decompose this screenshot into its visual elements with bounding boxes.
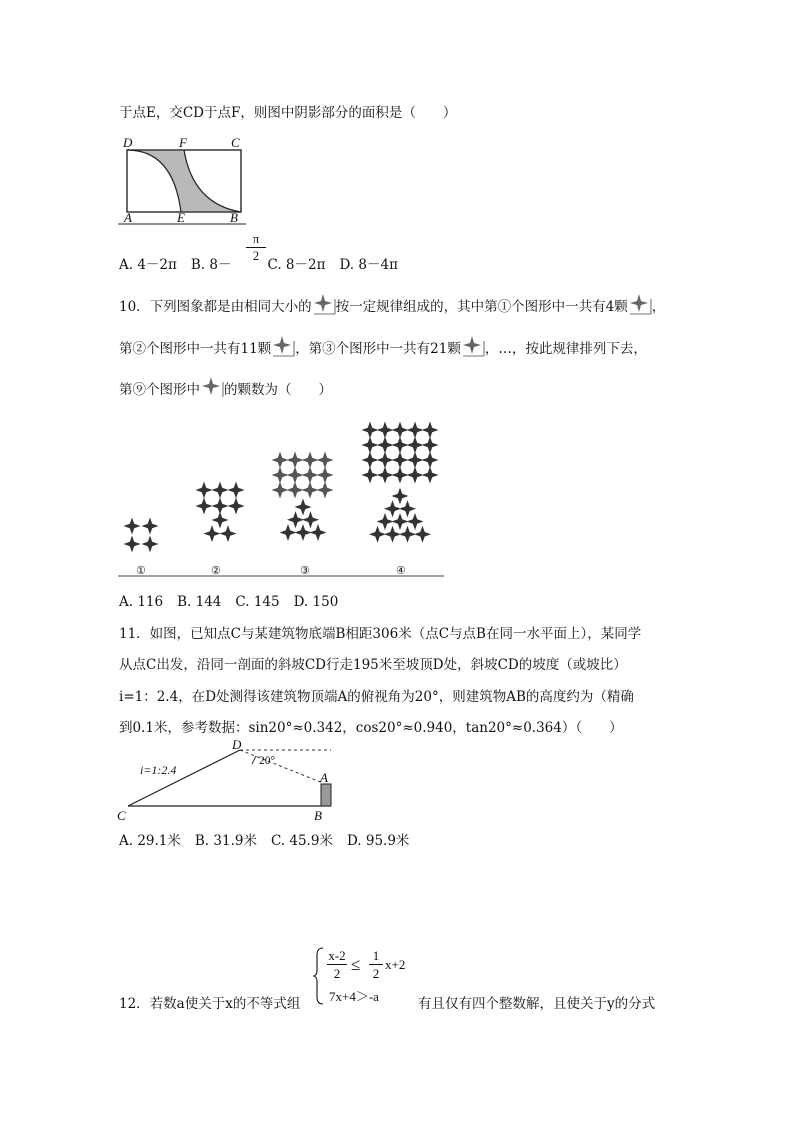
q11-line2: 从点C出发，沿同一剖面的斜坡CD行走195米至坡顶D处，斜坡CD的坡度（或坡比） (119, 657, 627, 673)
q12-inequality-brace (313, 947, 325, 1005)
pattern-star-icon (399, 526, 416, 543)
pattern-star-icon (422, 452, 439, 469)
pattern-star-icon (377, 452, 394, 469)
q9-label-f: F (179, 135, 187, 150)
q11-slope-label: i=1:2.4 (140, 763, 177, 777)
q9-option-b-fraction (246, 232, 266, 264)
q10-line3 (119, 376, 332, 399)
q10-line2-a: 第②个图形中一共有11颗 (119, 341, 272, 357)
pattern-star-icon (317, 467, 334, 484)
star-icon (200, 376, 224, 398)
pattern-star-icon (124, 536, 141, 553)
pattern-star-icon (220, 525, 237, 542)
q12-ineq1-rhs-denominator: 2 (372, 966, 380, 981)
pattern-star-icon (362, 422, 379, 439)
pattern-star-icon (392, 452, 409, 469)
q9-text: 于点E，交CD于点F，则图中阴影部分的面积是（ ） (119, 105, 457, 121)
pattern-star-icon (272, 482, 289, 499)
q10-option-c: C. 145 (235, 594, 280, 610)
q11-figure (112, 737, 352, 826)
q10-line1-b: 按一定规律组成的，其中第①个图形中一共有4颗 (335, 299, 628, 315)
q12-suffix: 有且仅有四个整数解，且使关于y的分式 (418, 996, 656, 1012)
pattern-star-icon (287, 511, 304, 528)
pattern-star-icon (407, 422, 424, 439)
pattern-star-icon (384, 526, 401, 543)
pattern-star-icon (287, 467, 304, 484)
q10-label-4: ④ (396, 565, 406, 577)
pattern-star-icon (392, 467, 409, 484)
q12-ineq1-rhs-frac (369, 948, 383, 982)
pattern-star-icon (196, 498, 213, 515)
q10-line3-a: 第⑨个图形中 (119, 382, 200, 398)
q9-label-d: D (123, 135, 133, 150)
q12-ineq1-relation: ≤ (351, 955, 361, 974)
star-icon (461, 335, 485, 357)
pattern-star-icon (272, 467, 289, 484)
q9-option-b-denominator: 2 (252, 249, 260, 263)
pattern-star-icon (362, 467, 379, 484)
pattern-star-icon (272, 452, 289, 469)
pattern-star-icon (302, 511, 319, 528)
pattern-star-icon (317, 452, 334, 469)
pattern-star-icon (310, 524, 327, 541)
q10-option-b: B. 144 (177, 594, 222, 610)
q10-options (119, 593, 352, 611)
q11-label-b: B (314, 808, 322, 823)
pattern-star-icon (422, 422, 439, 439)
q11-label-d: D (232, 737, 242, 752)
q9-label-a: A (124, 210, 132, 225)
q11-building-ab (321, 784, 331, 806)
q10-label-1: ① (136, 565, 146, 577)
pattern-star-icon (295, 524, 312, 541)
pattern-star-icon (302, 482, 319, 499)
q9-option-b-numerator: π (252, 232, 260, 246)
pattern-star-icon (212, 512, 229, 529)
pattern-star-icon (422, 467, 439, 484)
pattern-star-icon (280, 524, 297, 541)
q9-option-a: A. 4－2π (119, 257, 177, 273)
q9-option-b-prefix: B. 8－ (190, 257, 232, 273)
q12-ineq1-rhs-numerator: 1 (372, 948, 380, 963)
star-icon (271, 335, 295, 357)
q10-option-a: A. 116 (119, 594, 164, 610)
q10-pattern-figure (118, 412, 446, 578)
star-icon (312, 293, 336, 315)
pattern-star-icon (392, 513, 409, 530)
pattern-star-icon (407, 437, 424, 454)
pattern-star-icon (422, 437, 439, 454)
pattern-star-icon (287, 452, 304, 469)
pattern-star-icon (377, 513, 394, 530)
q12-ineq2: 7x+4＞-a (329, 989, 379, 1004)
pattern-star-icon (399, 500, 416, 517)
pattern-star-icon (407, 467, 424, 484)
q12-ineq1-rhs-tail: x+2 (385, 957, 406, 972)
pattern-star-icon (302, 467, 319, 484)
q11-line4: 到0.1米，参考数据：sin20°≈0.342，cos20°≈0.940，tan20°≈0.364）（ ） (119, 720, 623, 736)
pattern-star-icon (212, 482, 229, 499)
q11-line3: i=1：2.4，在D处测得该建筑物顶端A的俯视角为20°，则建筑物AB的高度约为（精确 (119, 689, 634, 705)
q11-sightline-da (240, 750, 323, 783)
q10-line3-b: 的颗数为（ ） (224, 382, 332, 398)
q11-option-b: B. 31.9米 (194, 833, 257, 849)
q11-option-c: C. 45.9米 (270, 833, 333, 849)
q10-line2 (119, 335, 647, 358)
pattern-star-icon (392, 488, 409, 505)
pattern-star-icon (142, 536, 159, 553)
pattern-star-icon (124, 518, 141, 535)
q12-prefix: 12．若数a使关于x的不等式组 (119, 996, 301, 1012)
q10-line2-c: ，…，按此规律排列下去， (484, 341, 647, 357)
q11-line1: 11．如图，已知点C与某建筑物底端B相距306米（点C与点B在同一水平面上），某同学 (119, 626, 642, 642)
pattern-star-icon (362, 452, 379, 469)
q9-label-b: B (230, 210, 238, 225)
pattern-star-icon (377, 467, 394, 484)
q12-ineq1-denominator: 2 (333, 966, 341, 981)
q11-slope-cd (128, 750, 240, 806)
pattern-star-icon (228, 482, 245, 499)
q11-label-c: C (117, 808, 126, 823)
q9-option-d: D. 8－4π (339, 257, 398, 273)
q9-label-c: C (231, 135, 240, 150)
q10-line1 (119, 293, 665, 316)
q9-figure (118, 134, 258, 230)
pattern-star-icon (384, 500, 401, 517)
q11-angle-arc (252, 756, 256, 764)
pattern-star-icon (369, 526, 386, 543)
pattern-star-icon (317, 482, 334, 499)
pattern-star-icon (407, 513, 424, 530)
q10-label-2: ② (211, 565, 221, 577)
q9-option-c: C. 8－2π (267, 257, 326, 273)
q10-line1-a: 10．下列图象都是由相同大小的 (119, 299, 312, 315)
q11-option-a: A. 29.1米 (119, 833, 181, 849)
pattern-star-icon (392, 437, 409, 454)
pattern-star-icon (142, 518, 159, 535)
pattern-star-icon (228, 498, 245, 515)
pattern-star-icon (392, 422, 409, 439)
q11-option-d: D. 95.9米 (346, 833, 410, 849)
pattern-star-icon (362, 437, 379, 454)
q10-label-3: ③ (300, 565, 310, 577)
star-icon (628, 293, 652, 315)
q12-ineq1-numerator: x-2 (328, 948, 346, 963)
q11-label-a: A (320, 770, 328, 785)
q9-label-e: E (177, 210, 185, 225)
pattern-star-icon (204, 525, 221, 542)
pattern-star-icon (377, 437, 394, 454)
q10-line1-c: ， (651, 299, 666, 315)
pattern-star-icon (287, 482, 304, 499)
q11-options (119, 832, 423, 850)
pattern-star-icon (407, 452, 424, 469)
pattern-star-icon (295, 499, 312, 516)
pattern-star-icon (302, 452, 319, 469)
pattern-star-icon (196, 482, 213, 499)
pattern-star-icon (377, 422, 394, 439)
q10-line2-b: ，第③个图形中一共有21颗 (295, 341, 461, 357)
q12-ineq1-lhs (327, 948, 347, 982)
q11-angle-label: 20° (259, 755, 276, 767)
q10-option-d: D. 150 (293, 594, 339, 610)
pattern-star-icon (414, 526, 431, 543)
